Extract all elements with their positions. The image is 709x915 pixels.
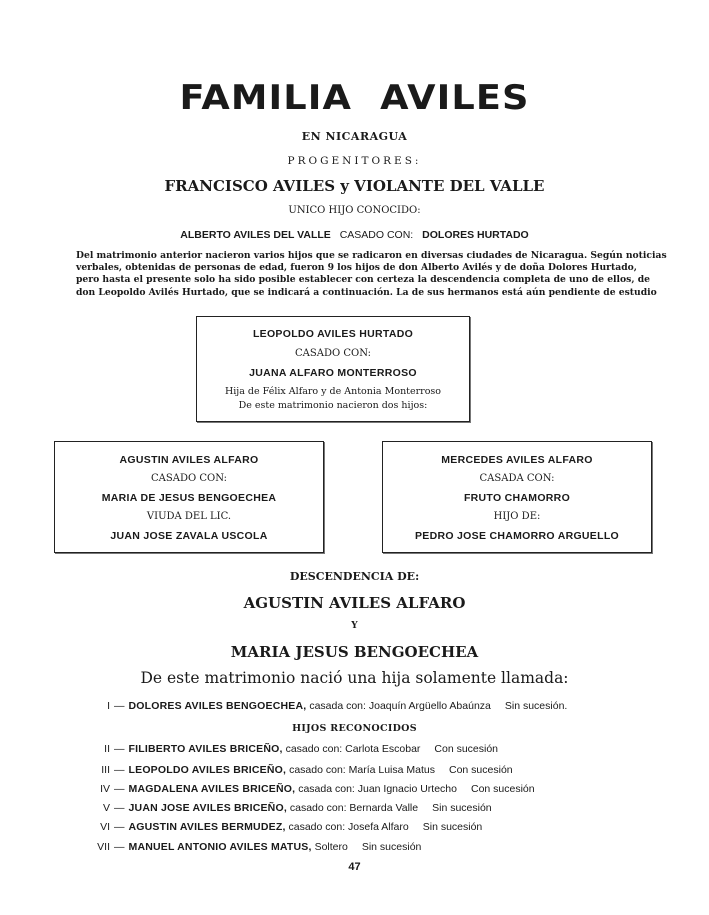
intro-line: Del matrimonio anterior nacieron varios hijos que se radicaron en diversas ciudades de Nicaragua. Según noticias [76, 250, 667, 261]
box-spouse: FRUTO CHAMORRO [463, 492, 571, 504]
box-casado: CASADO CON: [151, 473, 227, 484]
mercedes-box [382, 441, 652, 553]
item-relation: casado con: Carlota Escobar [285, 743, 421, 755]
box-casada: CASADA CON: [479, 473, 555, 484]
box-parents: Hija de Félix Alfaro y de Antonia Monterroso [224, 386, 442, 397]
item-number: VII [97, 841, 110, 853]
descendencia-name1: AGUSTIN AVILES ALFARO [243, 594, 466, 612]
item-dash: — [114, 841, 125, 853]
box-name: AGUSTIN AVILES ALFARO [119, 454, 259, 466]
box-viuda: VIUDA DEL LIC. [146, 511, 232, 522]
box-late-husband: JUAN JOSE ZAVALA USCOLA [110, 530, 268, 542]
progenitores-names: FRANCISCO AVILES y VIOLANTE DEL VALLE [164, 177, 545, 195]
item-number: V [102, 802, 110, 814]
item-number: I [107, 700, 110, 712]
item-dash: — [114, 743, 125, 755]
box-casado: CASADO CON: [295, 348, 371, 359]
item-status: Sin sucesión [361, 841, 422, 853]
progenitores-label: PROGENITORES: [287, 155, 422, 167]
item-status: Sin sucesión [422, 821, 483, 833]
item-number: III [101, 764, 110, 776]
list-item [84, 764, 513, 776]
title-part-familia: FAMILIA [179, 78, 353, 118]
item-dash: — [114, 764, 125, 776]
item-relation: casado con: María Luisa Matus [289, 764, 435, 776]
item-relation: casado con: Josefa Alfaro [288, 821, 409, 833]
casado-con-label: CASADO CON: [339, 229, 414, 241]
item-name: JUAN JOSE AVILES BRICEÑO, [128, 802, 287, 814]
unico-hijo-label: UNICO HIJO CONOCIDO: [288, 205, 421, 216]
item-relation: casado con: Bernarda Valle [289, 802, 419, 814]
page-title [0, 78, 709, 118]
box-father: PEDRO JOSE CHAMORRO ARGUELLO [414, 530, 620, 542]
descendencia-label: DESCENDENCIA DE: [289, 570, 420, 583]
subtitle: EN NICARAGUA [301, 130, 408, 143]
item-dash: — [114, 700, 125, 712]
list-item [84, 700, 567, 712]
item-dash: — [114, 783, 125, 795]
list-item [84, 783, 535, 795]
unico-hijo-line [0, 229, 709, 241]
spouse-name: DOLORES HURTADO [422, 229, 529, 241]
item-number: VI [100, 821, 110, 833]
item-status: Sin sucesión [432, 802, 492, 814]
item-name: MAGDALENA AVILES BRICEÑO, [128, 783, 296, 795]
item-name: DOLORES AVILES BENGOECHEA, [128, 700, 307, 712]
item-status: Con sucesión [434, 743, 499, 755]
intro-line: don Leopoldo Avilés Hurtado, que se indicará a continuación. La de sus hermanos está aún pendiente de estudio [76, 286, 657, 298]
title-part-aviles: AVILES [380, 78, 530, 118]
box-spouse: JUANA ALFARO MONTERROSO [249, 367, 417, 379]
intro-line: pero hasta el presente solo ha sido posible establecer con certeza la descendencia completa de uno de ellos, de [76, 274, 650, 286]
unico-hijo-name: ALBERTO AVILES DEL VALLE [180, 229, 331, 241]
item-name: FILIBERTO AVILES BRICEÑO, [128, 743, 283, 755]
box-name: MERCEDES AVILES ALFARO [441, 454, 593, 466]
item-relation: casada con: Joaquín Argüello Abaúnza [309, 700, 491, 712]
item-number: II [104, 743, 110, 755]
item-name: LEOPOLDO AVILES BRICEÑO, [128, 764, 287, 776]
box-name: LEOPOLDO AVILES HURTADO [252, 328, 414, 340]
reconocidos-label: HIJOS RECONOCIDOS [292, 723, 417, 734]
item-status: Con sucesión [449, 764, 513, 776]
box-hijo-de: HIJO DE: [493, 511, 541, 522]
item-name: AGUSTIN AVILES BERMUDEZ, [128, 821, 286, 833]
descendencia-name2: MARIA JESUS BENGOECHEA [230, 643, 479, 661]
item-dash: — [114, 802, 125, 814]
box-note: De este matrimonio nacieron dos hijos: [238, 400, 428, 411]
intro-line: verbales, obtenidas de personas de edad, fueron 9 los hijos de don Alberto Avilés y de doña Dolores Hurtado, [76, 262, 637, 274]
item-number: IV [100, 783, 110, 795]
item-name: MANUEL ANTONIO AVILES MATUS, [128, 841, 312, 853]
list-item [84, 802, 492, 814]
item-status: Sin sucesión. [504, 700, 568, 712]
agustin-box [54, 441, 324, 553]
list-item [84, 743, 498, 755]
list-item [84, 841, 421, 853]
page-number: 47 [348, 861, 361, 873]
box-spouse: MARIA DE JESUS BENGOECHEA [101, 492, 277, 504]
descendencia-sentence: De este matrimonio nació una hija solamente llamada: [140, 669, 569, 687]
leopoldo-box [196, 316, 470, 422]
intro-paragraph [76, 250, 667, 299]
item-relation: Soltero [314, 841, 348, 853]
list-item [84, 821, 482, 833]
item-dash: — [114, 821, 125, 833]
item-status: Con sucesión [470, 783, 535, 795]
descendencia-y: Y [351, 621, 358, 631]
item-relation: casada con: Juan Ignacio Urtecho [298, 783, 457, 795]
